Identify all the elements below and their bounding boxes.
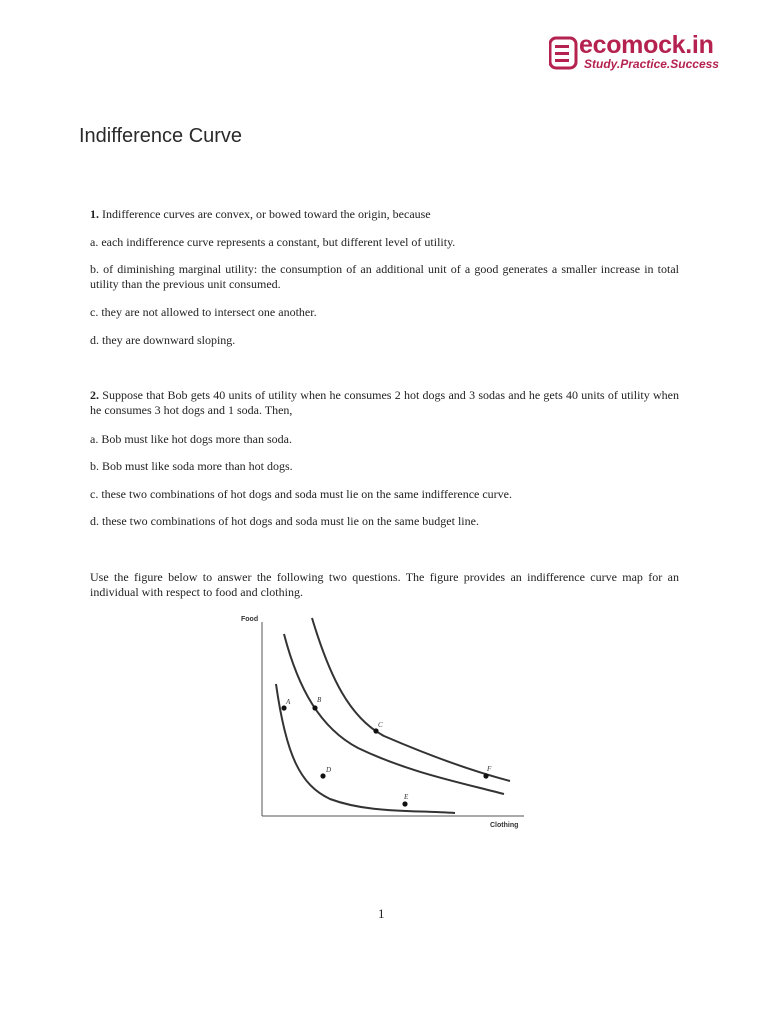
figure-x-axis-label: Clothing: [490, 822, 519, 829]
point-e-label: E: [404, 793, 409, 801]
question-1-stem: [90, 207, 679, 222]
question-2-stem: [90, 388, 679, 418]
question-2-number: 2.: [90, 388, 99, 402]
logo-text: ecomock.in: [579, 31, 714, 59]
point-c-marker: [373, 728, 378, 733]
point-b-label: B: [317, 696, 322, 704]
question-2-option-a: a. Bob must like hot dogs more than soda.: [90, 432, 292, 446]
point-e-marker: [402, 801, 407, 806]
point-d-label: D: [326, 766, 332, 774]
figure-y-axis-label: Food: [241, 616, 259, 623]
point-f-label: F: [487, 765, 492, 773]
point-a-marker: [281, 705, 286, 710]
indifference-curve-1: [276, 684, 455, 813]
question-2-text: Suppose that Bob gets 40 units of utility when he consumes 2 hot dogs and 3 sodas and he gets 40 units of utility when he consumes 3 hot dogs and 1 soda. Then,: [90, 388, 680, 417]
indifference-curve-3: [312, 618, 510, 781]
figure-intro: Use the figure below to answer the following two questions. The figure provides an indifference curve map for an individual with respect to food and clothing.: [90, 570, 679, 599]
point-a-label: A: [286, 698, 291, 706]
point-c-label: C: [378, 721, 383, 729]
point-d-marker: [320, 773, 325, 778]
question-1-option-b: b. of diminishing marginal utility: the consumption of an additional unit of a good generates a smaller increase in total utility than the previous unit consumed.: [90, 262, 679, 291]
logo-tagline: Study.Practice.Success: [584, 57, 719, 71]
point-f-marker: [483, 773, 488, 778]
point-b-marker: [312, 705, 317, 710]
question-2-option-c: c. these two combinations of hot dogs and soda must lie on the same indifference curve.: [90, 487, 513, 501]
question-2-option-d: d. these two combinations of hot dogs and soda must lie on the same budget line.: [90, 514, 479, 528]
question-1-number: 1.: [90, 207, 99, 221]
question-1-option-d: d. they are downward sloping.: [90, 333, 236, 347]
question-1-text: Indifference curves are convex, or bowed toward the origin, because: [102, 207, 431, 221]
question-1-option-c: c. they are not allowed to intersect one another.: [90, 305, 317, 319]
question-1-option-a: a. each indifference curve represents a constant, but different level of utility.: [90, 235, 456, 249]
indifference-curve-figure: [238, 610, 538, 835]
page-title: Indifference Curve: [79, 125, 243, 147]
page-number: 1: [378, 906, 385, 921]
question-2-option-b: b. Bob must like soda more than hot dogs.: [90, 459, 293, 473]
